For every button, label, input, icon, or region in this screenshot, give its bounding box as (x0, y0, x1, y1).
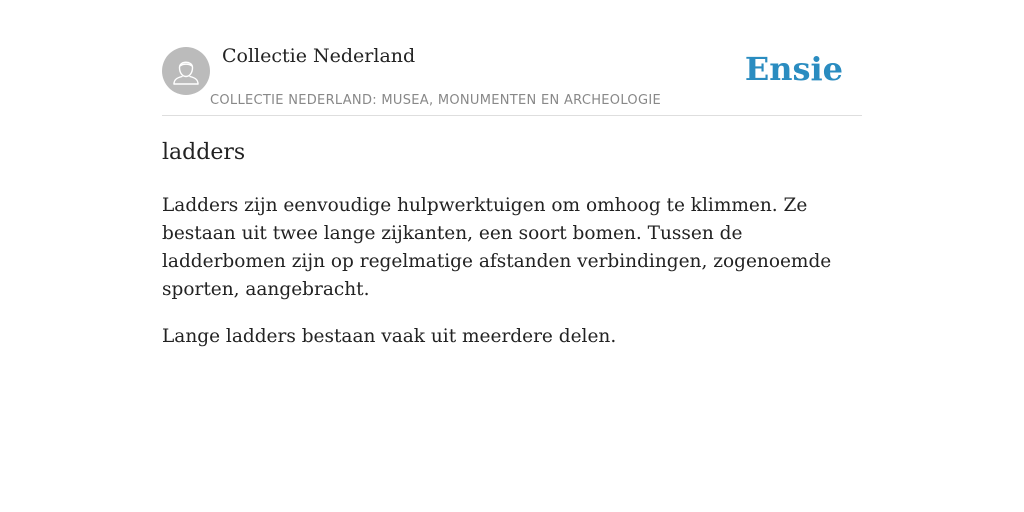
paragraph: Ladders zijn eenvoudige hulpwerktuigen om omhoog te klimmen. Ze bestaan uit twee lange zijkanten, een soort bomen. Tussen de ladderbomen zijn op regelmatige afstanden verbindingen, zogenoemde sporten, aangebracht. (162, 195, 832, 300)
author-name[interactable]: Collectie Nederland (222, 45, 416, 67)
entry-body (162, 192, 862, 370)
entry-header (162, 0, 862, 116)
entry-title: ladders (162, 140, 246, 165)
source-subtitle[interactable]: COLLECTIE NEDERLAND: MUSEA, MONUMENTEN EN ARCHEOLOGIE (210, 93, 661, 108)
user-silhouette-icon (162, 47, 210, 95)
avatar[interactable] (162, 47, 210, 95)
paragraph: Lange ladders bestaan vaak uit meerdere delen. (162, 326, 617, 347)
ensie-logo[interactable]: Ensie (744, 50, 843, 88)
entry-card (162, 0, 862, 347)
